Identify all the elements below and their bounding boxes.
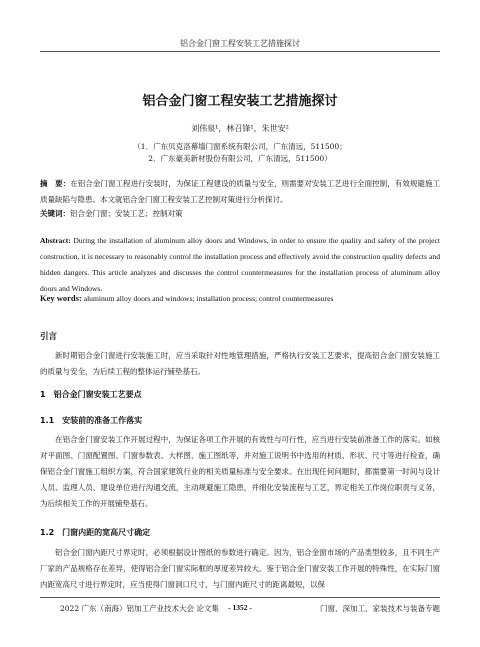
abstract-cn xyxy=(40,176,440,208)
abstract-en-label: Abstract: xyxy=(40,236,71,245)
abstract-en-text: During the installation of aluminum alloy doors and Windows, in order to ensure the quality and safety of the project construction, it is necessary to reasonably control the installation process and effectively avoid the construction quality defects and hidden dangers. This article analyzes and discusses the control countermeasures for the installation process of aluminum alloy doors and Windows. xyxy=(40,236,440,293)
abstract-cn-text: 在铝合金门窗工程进行安装时，为保证工程建设的质量与安全，则需要对安装工艺进行全面控制，有效规避施工质量缺陷与隐患。本文就铝合金门窗工程安装工艺控制对策进行分析探讨。 xyxy=(40,179,441,204)
intro-paragraph: 新时期铝合金门窗进行安装施工时，应当采取针对性地管理措施，严格执行安装工艺要求，提高铝合金门窗安装施工的质量与安全，为后续工程的整体运行铺垫基石。 xyxy=(40,351,440,376)
keywords-en-text: aluminum alloy doors and windows; installation process; control countermeasures xyxy=(83,294,334,303)
section-1-2-paragraph: 铝合金门窗内距尺寸界定时，必须根据设计图纸的参数进行确定。因为，铝合金窗市场的产品类型较多，且不同生产厂家的产品规格存在差异，使得铝合金门窗实际框的厚度差异较大。鉴于铝合金门窗安装工作开展的特殊性，在实际门窗内距宽高尺寸进行界定时，应当使得门窗洞口尺寸，与门窗内距尺寸的距离最短，以保 xyxy=(40,548,440,589)
affiliation-2: 2．广东豪美新材股份有限公司，广东清远，511500） xyxy=(148,154,332,163)
affiliation-1: （1．广东贝克洛幕墙门窗系统有限公司，广东清远，511500； xyxy=(133,142,347,151)
section-1-1-paragraph: 在铝合金门窗安装工作开展过程中，为保证各项工作开展的有效性与可行性，应当进行安装前准备工作的落实。如核对平面图、门窗配置图、门窗参数表、大样图、施工图纸等，并对施工说明书中选用的材质、形状、尺寸等进行检查，确保铝合金门窗施工组织方案，符合国家建筑行业的相关质量标准与安全要求。在出现任何问题时，都需要第一时间与设计人员、监理人员、建设单位进行沟通交流，主动规避施工隐患，并细化安装流程与工艺，界定相关工作岗位职责与义务，为后续相关工作的开展铺垫基石。 xyxy=(40,435,440,508)
keywords-en-label: Key words: xyxy=(40,293,82,303)
header-rule xyxy=(40,51,440,52)
footer-left: 2022 广东（南海）铝加工产业技术大会 论文集 xyxy=(60,604,219,613)
page-number: - 1352 - xyxy=(228,603,252,612)
intro-heading: 引言 xyxy=(40,332,58,342)
section-1-heading: 1 铝合金门窗安装工艺要点 xyxy=(40,390,142,399)
section-1-1-heading: 1.1 安装前的准备工作落实 xyxy=(40,416,143,425)
footer-right: 门窗、深加工、家装技术与装备专题 xyxy=(320,604,440,613)
keywords-cn-text: 铝合金门窗；安装工艺；控制对策 xyxy=(70,209,183,218)
keywords-en xyxy=(40,290,440,307)
section-1-2-heading: 1.2 门窗内距的宽高尺寸确定 xyxy=(40,528,151,537)
running-head: 铝合金门窗工程安装工艺措施探讨 xyxy=(180,39,300,48)
footer-rule xyxy=(40,597,440,598)
keywords-cn xyxy=(40,206,440,222)
abstract-en xyxy=(40,233,440,297)
abstract-cn-label: 摘 要： xyxy=(40,179,71,188)
paper-title: 铝合金门窗工程安装工艺措施探讨 xyxy=(142,94,338,109)
keywords-cn-label: 关键词： xyxy=(40,209,70,218)
authors: 刘伟泉¹，林召锋¹，朱世安² xyxy=(191,124,289,133)
